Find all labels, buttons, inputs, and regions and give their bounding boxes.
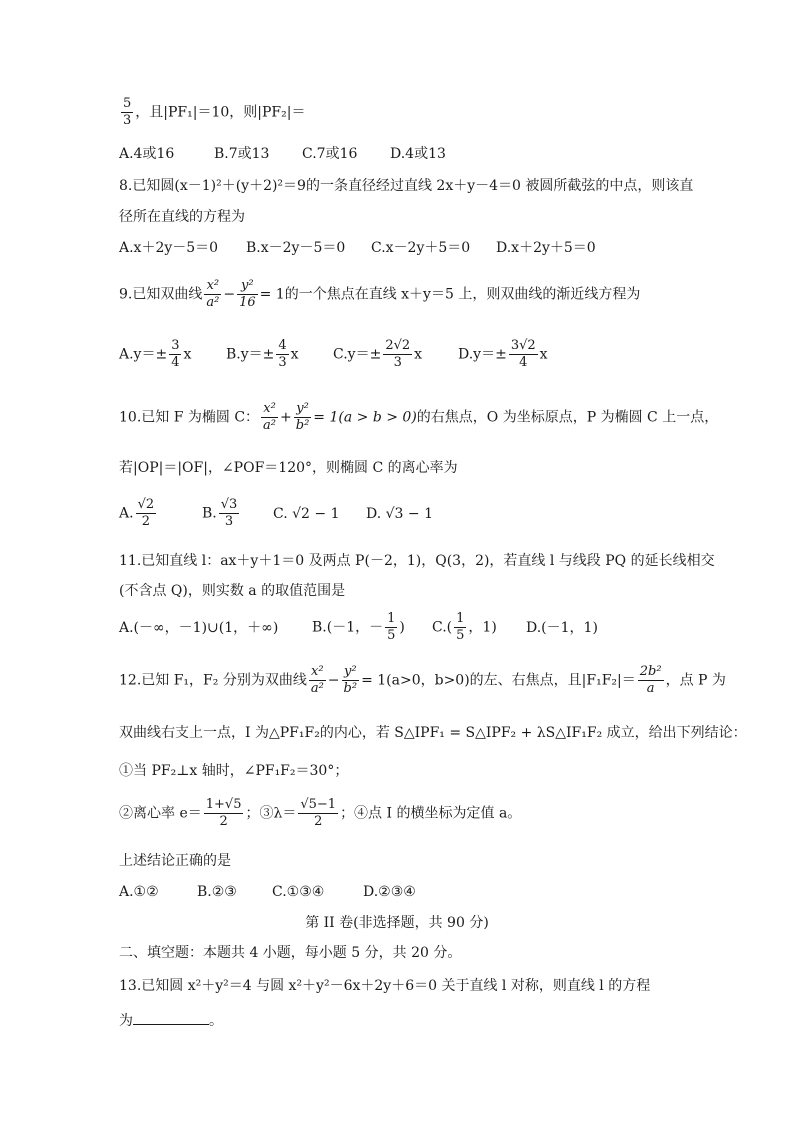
q11-option-b[interactable]: B.(－1，－ $\frac{1}{5}$ )	[312, 611, 405, 643]
q8-option-b[interactable]: B.x－2y－5＝0	[246, 240, 346, 256]
q12-statement-1: ①当 PF₂⊥x 轴时，∠PF₁F₂＝30°；	[119, 763, 349, 779]
section-title: 第 II 卷(非选择题，共 90 分)	[305, 915, 489, 931]
q9-frac-x: $\frac{\text{x²}}{\text{a²}}$	[206, 278, 220, 310]
q10-option-b[interactable]: B. $\frac{√3}{3}$	[202, 497, 238, 529]
q8-stem-line1: 8.已知圆(x－1)²＋(y＋2)²＝9的一条直径经过直线 2x＋y－4＝0 被圆所截弦的中点，则该直	[119, 178, 694, 194]
q8-option-c[interactable]: C.x－2y＋5＝0	[371, 240, 471, 256]
q12-options	[119, 883, 416, 901]
q10-option-c[interactable]: C. √2 − 1	[273, 505, 340, 522]
q12-stem-line2: 双曲线右支上一点，I 为△PF₁F₂的内心，若 S△IPF₁ = S△IPF₂ + λS△IF₁F₂ 成立，给出下列结论：	[119, 725, 747, 741]
q12-option-b[interactable]: B.②③	[197, 884, 237, 900]
q12-option-d[interactable]: D.②③④	[363, 884, 416, 900]
q11-option-d[interactable]: D.(－1，1)	[526, 619, 598, 636]
q10-option-a[interactable]: A. $\frac{√2}{2}$	[119, 497, 155, 529]
q7-option-d[interactable]: D.4或13	[390, 146, 446, 162]
q9-option-b[interactable]: B.y＝± $\frac{4}{3}$ x	[226, 338, 299, 370]
q11-stem-line2: (不含点 Q)，则实数 a 的取值范围是	[119, 583, 346, 599]
q7-option-a[interactable]: A.4或16	[119, 146, 175, 162]
q13-answer-blank[interactable]	[133, 1010, 209, 1025]
q10-option-d[interactable]: D. √3 − 1	[366, 505, 433, 522]
q12-prompt: 上述结论正确的是	[119, 853, 231, 869]
q7-options	[119, 145, 446, 163]
q9-frac-y: $\frac{\text{y²}}{16}$	[239, 278, 256, 310]
q8-option-a[interactable]: A.x＋2y－5＝0	[119, 240, 219, 256]
q10-stem-line1: 10.已知 F 为椭圆 C： $\frac{\text{x²}}{\text{a²}}$ + $\frac{\text{y²}}{\text{b²}}$ = 1(a > b > 0)的右焦点，O 为坐标原点，P 为椭圆 C 上一点，	[119, 401, 719, 433]
q12-option-a[interactable]: A.①②	[119, 884, 159, 900]
section-heading: 二、填空题：本题共 4 小题，每小题 5 分，共 20 分。	[119, 945, 462, 961]
q8-stem-line2: 径所在直线的方程为	[119, 209, 245, 225]
q9-option-c[interactable]: C.y＝± $\frac{2√2}{3}$ x	[333, 338, 423, 370]
q8-options	[119, 239, 596, 257]
q10-options	[119, 497, 433, 530]
q7-continuation: $\frac{5}{3}$ ，且|PF₁|＝10，则|PF₂|＝	[123, 96, 306, 128]
q9-stem: 9.已知双曲线 $\frac{\text{x²}}{\text{a²}}$ − $\frac{\text{y²}}{16}$ = 1的一个焦点在直线 x＋y＝5 上，则双曲线的渐近线方程为	[119, 278, 641, 310]
q8-option-d[interactable]: D.x＋2y＋5＝0	[496, 240, 596, 256]
q9-options	[119, 338, 548, 371]
q7-fraction: $\frac{5}{3}$	[123, 96, 132, 128]
q9-option-d[interactable]: D.y＝± $\frac{3√2}{4}$ x	[458, 338, 548, 370]
q13-stem-line2: 为 。	[119, 1010, 223, 1030]
q13-stem-line1: 13.已知圆 x²＋y²＝4 与圆 x²＋y²－6x＋2y＋6＝0 关于直线 l 对称，则直线 l 的方程	[119, 978, 651, 994]
q7-option-b[interactable]: B.7或13	[214, 146, 270, 162]
q12-option-c[interactable]: C.①③④	[272, 884, 325, 900]
q12-stem-line1: 12.已知 F₁，F₂ 分别为双曲线 $\frac{\text{x²}}{\text{a²}}$ − $\frac{\text{y²}}{\text{b²}}$ = 1(a>0，b>0)的左、右焦点，且|F₁F₂|＝ $\frac{\text{2b²}}{a}$ ，点 P 为	[119, 664, 726, 696]
q11-option-c[interactable]: C.( $\frac{1}{5}$ ，1)	[432, 611, 497, 643]
q9-option-a[interactable]: A.y＝± $\frac{3}{4}$ x	[119, 338, 192, 370]
q12-statements-2-4: ②离心率 e＝ $\frac{1+√5}{2}$ ；③λ＝ $\frac{√5-1}{2}$ ；④点 I 的横坐标为定值 a。	[119, 797, 522, 829]
q11-stem-line1: 11.已知直线 l：ax＋y＋1＝0 及两点 P(－2，1)，Q(3，2)，若直线 l 与线段 PQ 的延长线相交	[119, 553, 715, 569]
q11-option-a[interactable]: A.(－∞，－1)∪(1，＋∞)	[119, 619, 279, 636]
q7-option-c[interactable]: C.7或16	[302, 146, 358, 162]
q11-options	[119, 611, 598, 644]
q10-stem-line2: 若|OP|＝|OF|，∠POF＝120°，则椭圆 C 的离心率为	[119, 460, 458, 476]
